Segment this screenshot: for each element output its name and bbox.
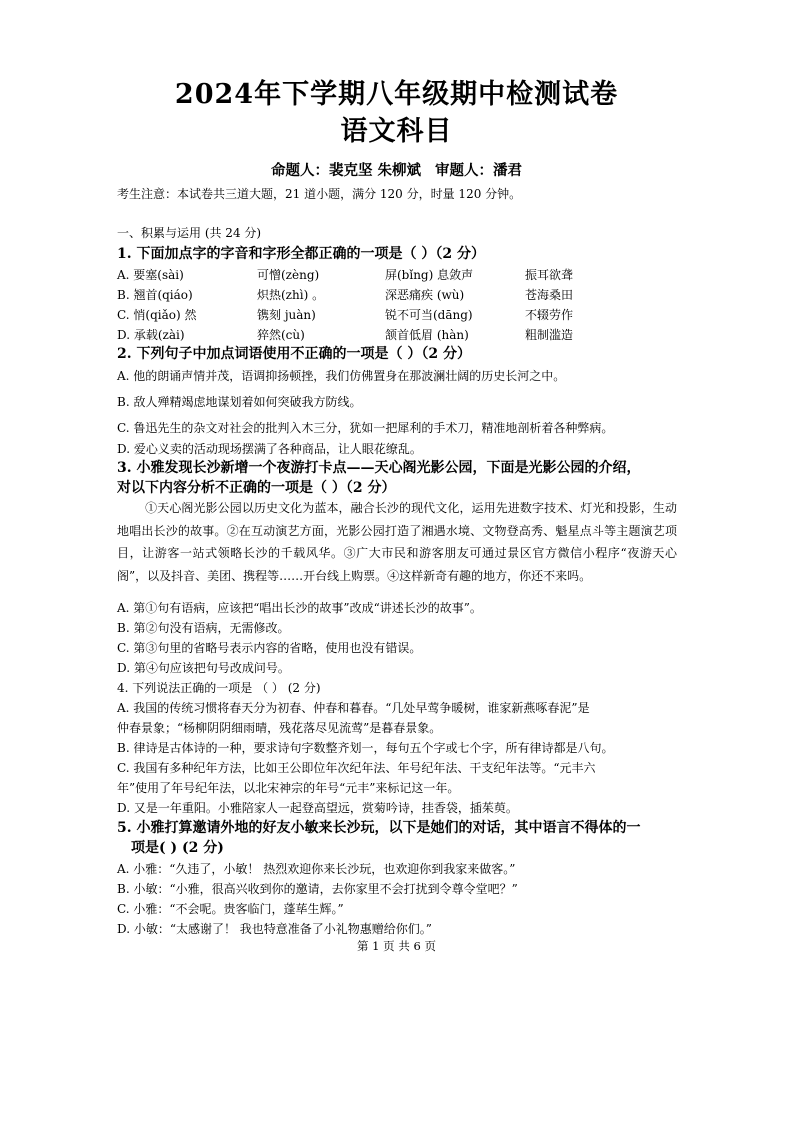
q5-stem-line-2: 项是( ) (2 分) bbox=[131, 840, 224, 856]
q1-b-word-3: 深恶痛疾 (wù) bbox=[385, 288, 465, 302]
q3-passage-text: ①天心阁光影公园以历史文化为蓝本，融合长沙的现代文化，运用先进数字技术、灯光和投影，生动地唱出长沙的故事。②在互动演艺方面，光影公园打造了湘遇水境、文物登高秀、魁星点斗等主题演艺项目，让游客一站式领略长沙的千载风华。③广大市民和游客朋友可通过景区官方微信小程序“夜游天心阁”，以及抖音、美团、携程等……开台线上购票。④这样新奇有趣的地方，你还不来吗。 bbox=[117, 501, 677, 583]
q4-line-4: C. 我国有多种纪年方法，比如王公即位年次纪年法、年号纪年法、干支纪年法等。“元丰六 bbox=[117, 761, 596, 775]
q1-d-word-4: 粗制滥造 bbox=[525, 328, 574, 342]
q4-line-2: 仲春景象；“杨柳阴阴细雨晴，残花落尽见流莺”是暮春景象。 bbox=[117, 721, 442, 735]
q1-a-word-1: A. 要塞(sài) bbox=[117, 268, 184, 282]
q3-stem-line-2: 对以下内容分析不正确的一项是（ ）（2 分） bbox=[117, 480, 396, 496]
q5-option-a: A. 小雅：“久违了，小敏！ 热烈欢迎你来长沙玩，也欢迎你到我家来做客。” bbox=[117, 862, 516, 876]
q3-option-d: D. 第④句应该把句号改成问号。 bbox=[117, 661, 290, 675]
q1-d-word-3: 颔首低眉 (hàn) bbox=[385, 328, 469, 342]
q5-option-b: B. 小敏：“小雅，很高兴收到你的邀请，去你家里不会打扰到令尊令堂吧？” bbox=[117, 882, 518, 896]
q1-d-word-1: D. 承载(zài) bbox=[117, 328, 185, 342]
q2-option-a: A. 他的朗诵声情并茂，语调抑扬顿挫，我们仿佛置身在那波澜壮阔的历史长河之中。 bbox=[117, 369, 566, 383]
authors: 命题人：裴克坚 朱柳斌 bbox=[270, 162, 422, 179]
q1-b-word-2: 炽热(zhì) 。 bbox=[257, 288, 325, 302]
q1-d-word-2: 猝然(cù) bbox=[257, 328, 305, 342]
q4-stem: 4. 下列说法正确的一项是 （ ） (2 分) bbox=[117, 681, 321, 695]
q4-line-5: 年”使用了年号纪年法，以北宋神宗的年号“元丰”来标记这一年。 bbox=[117, 781, 460, 795]
q3-passage bbox=[117, 497, 677, 587]
exam-subject: 语文科目 bbox=[340, 116, 453, 147]
q1-a-word-2: 可憎(zèng) bbox=[257, 268, 320, 282]
q4-line-1: A. 我国的传统习惯将春天分为初春、仲春和暮春。“几处早莺争暖树，谁家新燕啄春泥”是 bbox=[117, 701, 590, 715]
q2-option-d: D. 爱心义卖的活动现场摆满了各种商品，让人眼花缭乱。 bbox=[117, 442, 422, 456]
exam-notice: 考生注意：本试卷共三道大题，21 道小题，满分 120 分，时量 120 分钟。 bbox=[117, 187, 522, 201]
q1-c-word-3: 锐不可当(dāng) bbox=[385, 308, 473, 322]
exam-title: 2024年下学期八年级期中检测试卷 bbox=[174, 79, 619, 110]
q1-c-word-1: C. 悄(qiǎo) 然 bbox=[117, 308, 197, 322]
section-heading: 一、积累与运用 (共 24 分) bbox=[117, 226, 262, 240]
q3-option-a: A. 第①句有语病，应该把“唱出长沙的故事”改成“讲述长沙的故事”。 bbox=[117, 601, 482, 615]
q1-stem: 1. 下面加点字的字音和字形全都正确的一项是（ ）（2 分） bbox=[117, 246, 485, 262]
q1-a-word-3: 屏(bǐng) 息敛声 bbox=[385, 268, 474, 282]
q2-option-c: C. 鲁迅先生的杂文对社会的批判入木三分，犹如一把犀利的手术刀，精准地剖析着各种弊病。 bbox=[117, 421, 614, 435]
q5-option-c: C. 小雅：“不会呢。贵客临门，蓬荜生辉。” bbox=[117, 902, 344, 916]
q1-c-word-2: 镌刻 juàn) bbox=[257, 308, 316, 322]
q1-a-word-4: 振耳欲聋 bbox=[525, 268, 574, 282]
authors-line bbox=[0, 161, 793, 181]
q1-b-word-4: 苍海桑田 bbox=[525, 288, 574, 302]
q2-option-b: B. 敌人殚精竭虑地谋划着如何突破我方防线。 bbox=[117, 395, 362, 409]
q5-option-d: D. 小敏：“太感谢了！ 我也特意准备了小礼物惠赠给你们。” bbox=[117, 922, 432, 936]
q4-line-6: D. 又是一年重阳。小雅陪家人一起登高望远，赏菊吟诗，挂香袋，插茱萸。 bbox=[117, 801, 518, 815]
q3-stem-line-1: 3. 小雅发现长沙新增一个夜游打卡点——天心阁光影公园，下面是光影公园的介绍， bbox=[117, 460, 641, 476]
q4-line-3: B. 律诗是古体诗的一种，要求诗句字数整齐划一，每句五个字或七个字，所有律诗都是八句。 bbox=[117, 741, 614, 755]
q5-stem-line-1: 5. 小雅打算邀请外地的好友小敏来长沙玩，以下是她们的对话，其中语言不得体的一 bbox=[117, 820, 641, 836]
q3-option-c: C. 第③句里的省略号表示内容的省略，使用也没有错误。 bbox=[117, 641, 422, 655]
q3-option-b: B. 第②句没有语病，无需修改。 bbox=[117, 621, 290, 635]
page-number: 第 1 页 共 6 页 bbox=[357, 939, 436, 953]
q2-stem: 2. 下列句子中加点词语使用不正确的一项是（ ）（2 分） bbox=[117, 346, 471, 362]
q1-c-word-4: 不辍劳作 bbox=[525, 308, 574, 322]
reviewer: 审题人：潘君 bbox=[435, 162, 523, 179]
q1-b-word-1: B. 翘首(qiáo) bbox=[117, 288, 193, 302]
